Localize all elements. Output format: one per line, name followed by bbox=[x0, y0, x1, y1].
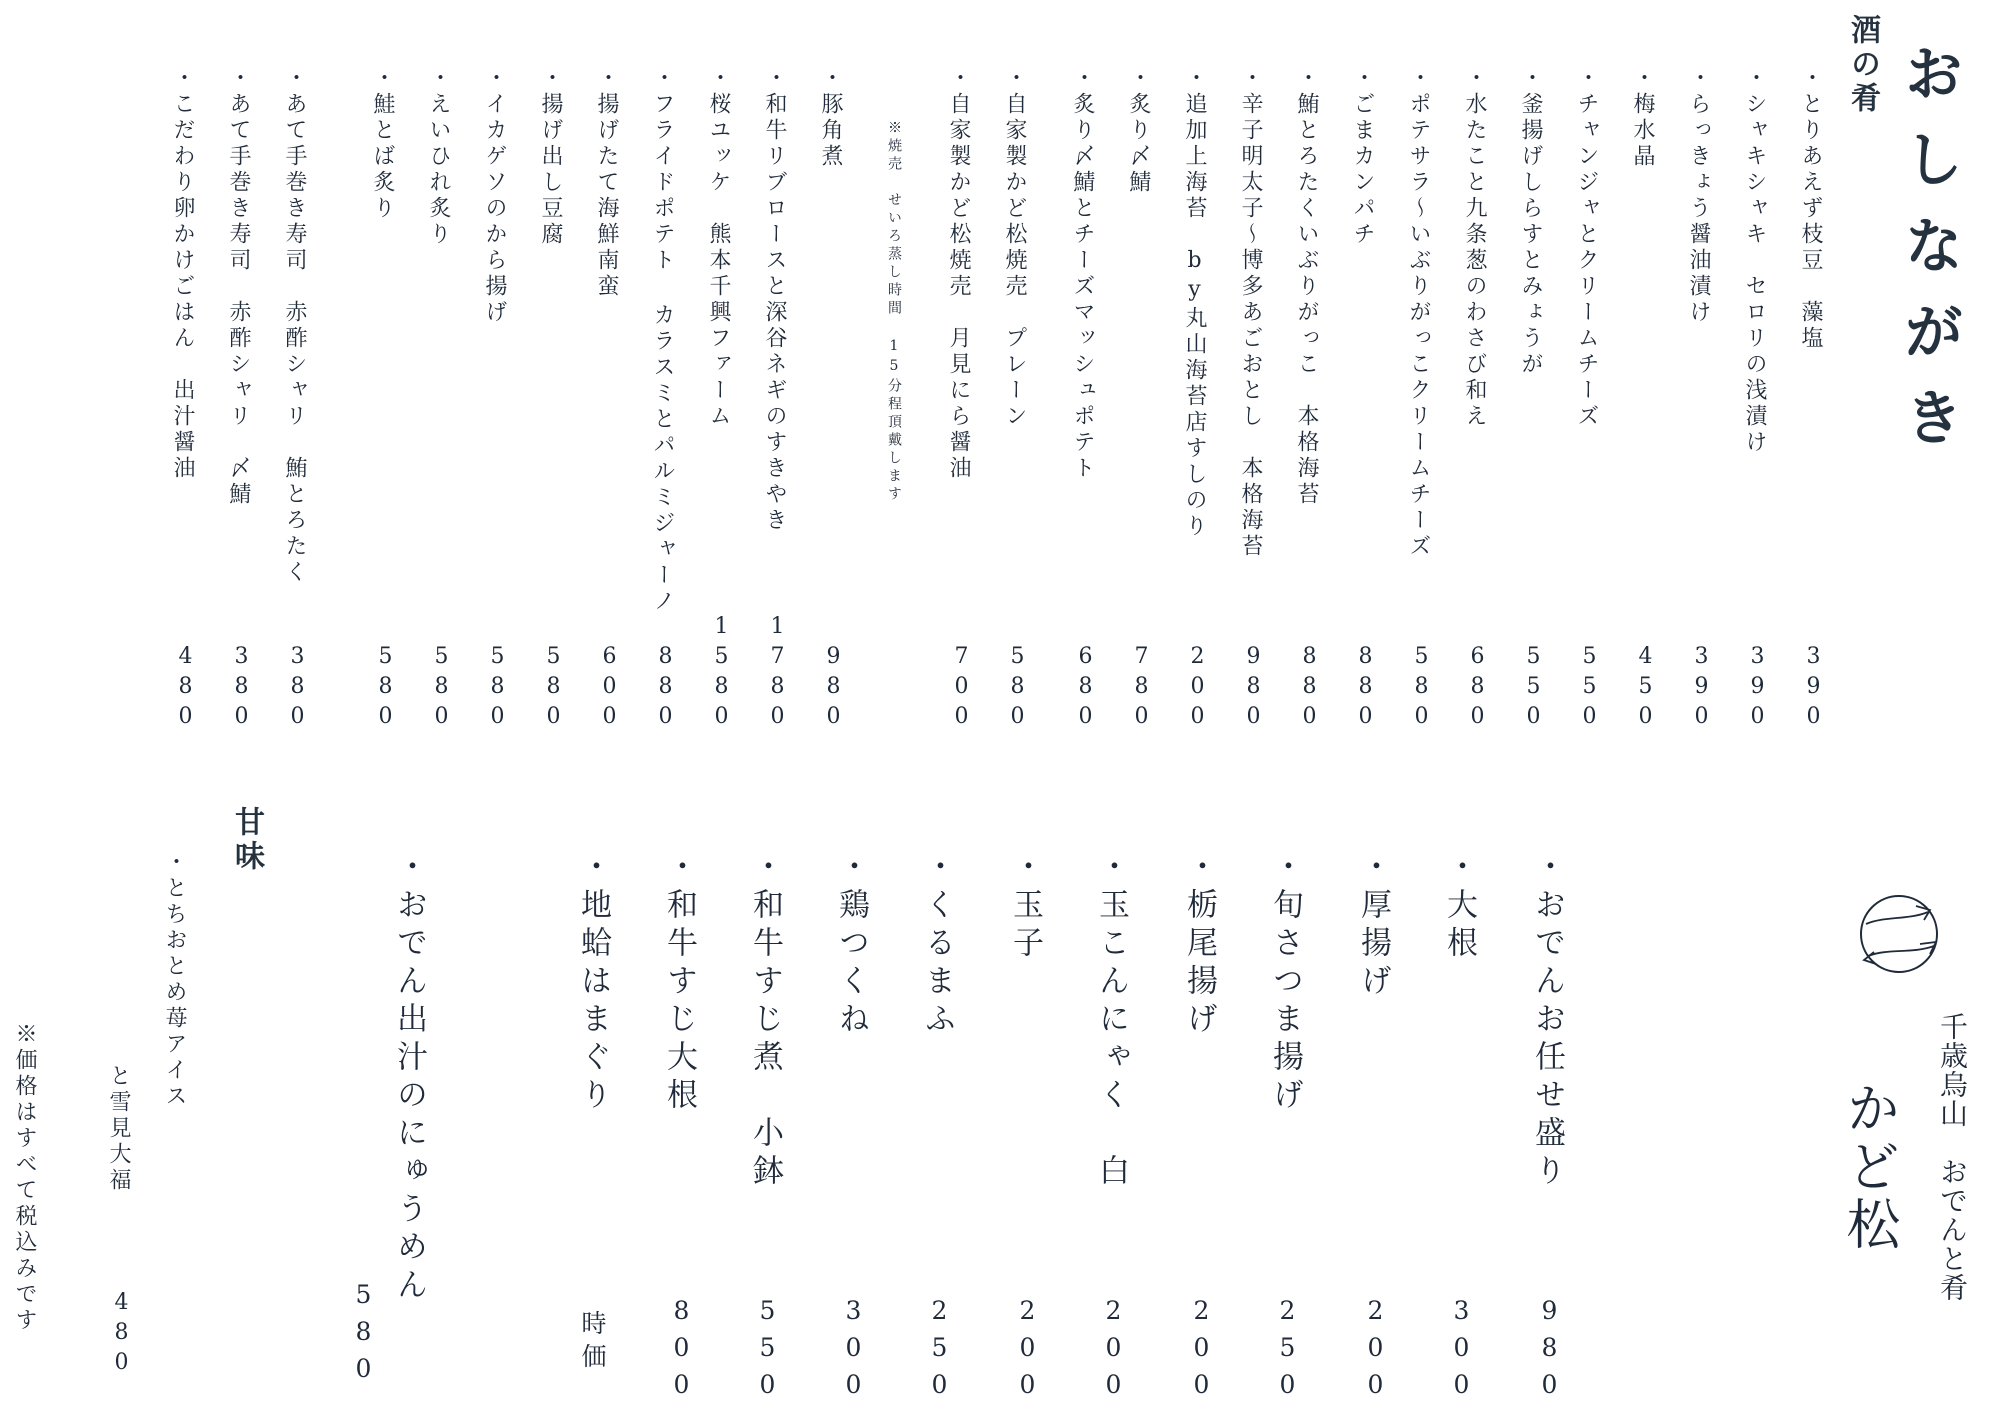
menu-item-name: ・揚げたて海鮮南蛮 bbox=[594, 66, 619, 300]
oden-item-name: ・玉子 bbox=[1007, 850, 1043, 964]
tax-note: ※価格はすべて税込みです bbox=[12, 1022, 37, 1334]
menu-item-name: ・自家製かど松焼売 プレーン bbox=[1002, 66, 1027, 430]
menu-item-price: 200 bbox=[1185, 644, 1210, 734]
menu-item-price: 1580 bbox=[709, 614, 734, 734]
menu-item-price: 450 bbox=[1633, 644, 1658, 734]
menu-item-price: 880 bbox=[1297, 644, 1322, 734]
menu-item-name: ・釜揚げしらすとみょうが bbox=[1518, 66, 1543, 378]
oden-item-price: 980 bbox=[1535, 1296, 1564, 1407]
oden-item-price: 300 bbox=[839, 1296, 868, 1407]
menu-item-price: 380 bbox=[229, 644, 254, 734]
oden-item-price: 200 bbox=[1099, 1296, 1128, 1407]
menu-item-price: 580 bbox=[373, 644, 398, 734]
oden-item-price: 250 bbox=[1273, 1296, 1302, 1407]
shop-area-genre: 千歳烏山 おでんと肴 bbox=[1936, 1012, 1969, 1302]
oden-item-name: ・和牛すじ煮 小鉢 bbox=[747, 850, 783, 1192]
shop-name: かど松 bbox=[1838, 1080, 1901, 1254]
menu-item-price: 980 bbox=[1241, 644, 1266, 734]
menu-item-name: ・炙り〆鯖とチーズマッシュポテト bbox=[1070, 66, 1095, 482]
menu-item-price: 550 bbox=[1577, 644, 1602, 734]
oden-item-price: 250 bbox=[925, 1296, 954, 1407]
oden-item-name: ・地蛤はまぐり bbox=[575, 850, 611, 1116]
menu-item-name: ・自家製かど松焼売 月見にら醤油 bbox=[946, 66, 971, 482]
menu-item-price: 600 bbox=[597, 644, 622, 734]
section-heading-sweets: 甘味 bbox=[229, 806, 264, 874]
oden-item-name: ・旬さつま揚げ bbox=[1267, 850, 1303, 1116]
menu-item-price: 880 bbox=[1353, 644, 1378, 734]
menu-item-price: 580 bbox=[1409, 644, 1434, 734]
menu-item-price: 680 bbox=[1073, 644, 1098, 734]
menu-item-name: ・あて手巻き寿司 赤酢シャリ 〆鯖 bbox=[226, 66, 251, 508]
menu-item-price: 980 bbox=[821, 644, 846, 734]
oden-item-price: 200 bbox=[1187, 1296, 1216, 1407]
menu-item-name: ・あて手巻き寿司 赤酢シャリ 鮪とろたく bbox=[282, 66, 307, 586]
menu-item-name: ・チャンジャとクリームチーズ bbox=[1574, 66, 1599, 430]
menu-item-name: ・追加上海苔 by丸山海苔店すしのり bbox=[1182, 66, 1207, 540]
menu-item-name: ・とりあえず枝豆 藻塩 bbox=[1798, 66, 1823, 352]
menu-item-price: 880 bbox=[653, 644, 678, 734]
oden-item-price: 時価 bbox=[578, 1310, 607, 1376]
sweet-item-price: 480 bbox=[109, 1290, 134, 1380]
menu-item-price: 780 bbox=[1129, 644, 1154, 734]
menu-item-name: ・えいひれ炙り bbox=[426, 66, 451, 248]
oden-item-price: 800 bbox=[667, 1296, 696, 1407]
section-heading-food: 酒の肴 bbox=[1845, 14, 1880, 116]
oden-item-name: ・厚揚げ bbox=[1355, 850, 1391, 1002]
oden-item-name: ・栃尾揚げ bbox=[1181, 850, 1217, 1040]
menu-item-price: 700 bbox=[949, 644, 974, 734]
menu-item-price: 480 bbox=[173, 644, 198, 734]
menu-item-name: ・辛子明太子〜博多あごおとし 本格海苔 bbox=[1238, 66, 1263, 560]
sweet-item-name-cont: と雪見大福 bbox=[106, 1064, 131, 1194]
nyumen-price: 580 bbox=[349, 1280, 378, 1391]
menu-item-name: ・ポテサラ〜いぶりがっこクリームチーズ bbox=[1406, 66, 1431, 560]
menu-item-name: ・水たこと九条葱のわさび和え bbox=[1462, 66, 1487, 430]
menu-item-name: ・フライドポテト カラスミとパルミジャーノ bbox=[650, 66, 675, 615]
menu-item-price: 550 bbox=[1521, 644, 1546, 734]
shumai-steam-note: ※焼売 せいろ蒸し時間 15分程頂戴します bbox=[886, 120, 902, 504]
menu-item-name: ・鮭とば炙り bbox=[370, 66, 395, 222]
menu-item-name: ・ごまカンパチ bbox=[1350, 66, 1375, 248]
menu-item-price: 580 bbox=[1005, 644, 1030, 734]
shop-logo-icon bbox=[1854, 886, 1944, 986]
menu-item-name: ・炙り〆鯖 bbox=[1126, 66, 1151, 196]
menu-item-name: ・豚角煮 bbox=[818, 66, 843, 170]
sweet-item-name: ・とちおとめ苺アイス bbox=[162, 850, 187, 1110]
menu-item-name: ・鮪とろたくいぶりがっこ 本格海苔 bbox=[1294, 66, 1319, 508]
menu-item-price: 390 bbox=[1745, 644, 1770, 734]
oden-item-name: ・鶏つくね bbox=[833, 850, 869, 1040]
menu-item-price: 390 bbox=[1689, 644, 1714, 734]
oden-item-name: ・くるまふ bbox=[919, 850, 955, 1040]
menu-item-name: ・揚げ出し豆腐 bbox=[538, 66, 563, 248]
oden-item-price: 550 bbox=[753, 1296, 782, 1407]
oden-item-name: ・和牛すじ大根 bbox=[661, 850, 697, 1116]
oden-item-name: ・大根 bbox=[1441, 850, 1477, 964]
page-title: おしながき bbox=[1894, 42, 1964, 472]
oden-item-name: ・玉こんにゃく 白 bbox=[1093, 850, 1129, 1192]
menu-item-name: ・シャキシャキ セロリの浅漬け bbox=[1742, 66, 1767, 456]
menu-item-name: ・らっきょう醤油漬け bbox=[1686, 66, 1711, 326]
menu-item-price: 680 bbox=[1465, 644, 1490, 734]
nyumen-name: ・おでん出汁のにゅうめん bbox=[391, 850, 427, 1306]
oden-item-price: 200 bbox=[1361, 1296, 1390, 1407]
menu-item-price: 580 bbox=[541, 644, 566, 734]
menu-item-name: ・桜ユッケ 熊本千興ファーム bbox=[706, 66, 731, 430]
menu-item-name: ・こだわり卵かけごはん 出汁醤油 bbox=[170, 66, 195, 482]
menu-item-price: 390 bbox=[1801, 644, 1826, 734]
menu-item-name: ・梅水晶 bbox=[1630, 66, 1655, 170]
oden-item-name: ・おでんお任せ盛り bbox=[1529, 850, 1565, 1192]
menu-item-name: ・和牛リブロースと深谷ネギのすきやき bbox=[762, 66, 787, 534]
menu-item-price: 580 bbox=[485, 644, 510, 734]
menu-item-price: 580 bbox=[429, 644, 454, 734]
oden-item-price: 200 bbox=[1013, 1296, 1042, 1407]
menu-item-name: ・イカゲソのから揚げ bbox=[482, 66, 507, 326]
menu-item-price: 380 bbox=[285, 644, 310, 734]
menu-item-price: 1780 bbox=[765, 614, 790, 734]
oden-item-price: 300 bbox=[1447, 1296, 1476, 1407]
